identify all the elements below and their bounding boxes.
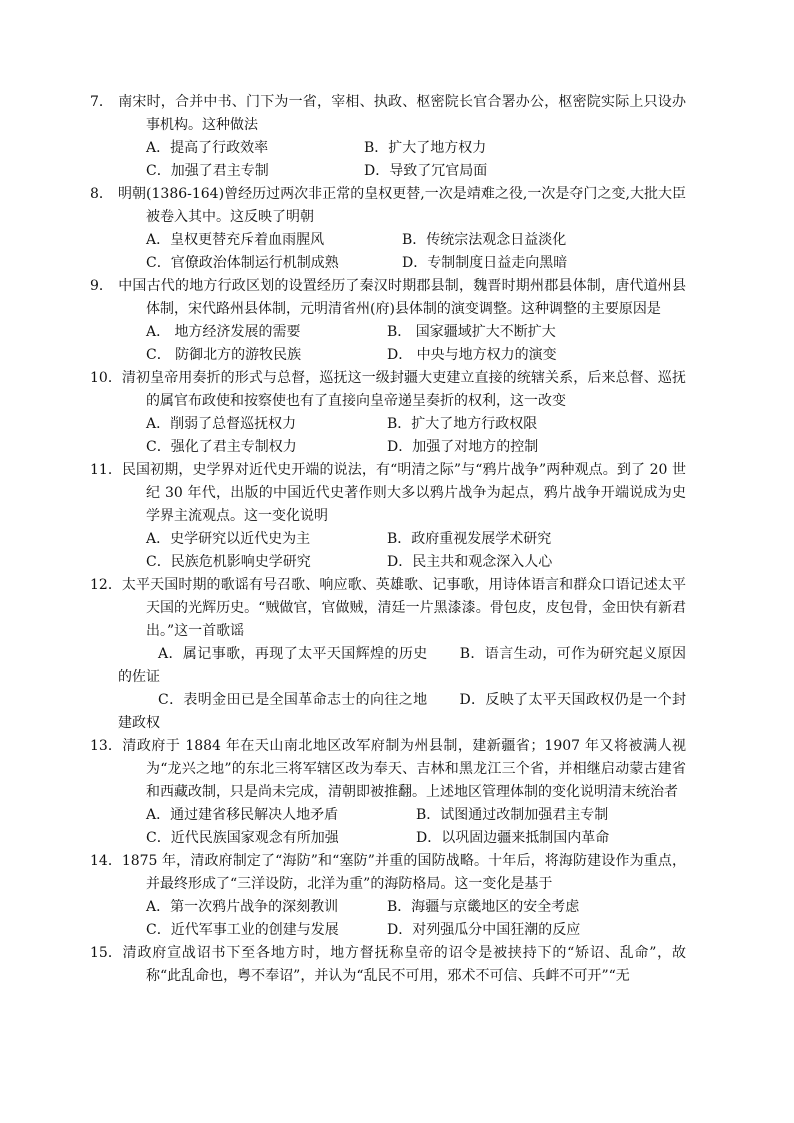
question-number: 13． xyxy=(90,738,122,754)
option-d[interactable]: D．对列强瓜分中国狂潮的反应 xyxy=(387,922,581,938)
option-c[interactable]: C．表明金田已是全国革命志士的向往之地 xyxy=(158,692,428,708)
question-15 xyxy=(90,942,686,988)
question-number: 14． xyxy=(90,853,122,869)
option-c[interactable]: C．官僚政治体制运行机制成熟 xyxy=(146,255,339,271)
options xyxy=(118,689,686,735)
option-b[interactable]: B．语言生动，可作为研究起义原因的佐证 xyxy=(118,646,687,685)
option-b[interactable]: B．政府重视发展学术研究 xyxy=(387,531,552,547)
option-d[interactable]: D．专制制度日益走向黑暗 xyxy=(402,255,568,271)
question-8: 8． 明朝(1386-164)曾经历过两次非正常的皇权更替,一次是靖难之役,一次是夺门之变,大批大臣被卷入其中。这反映了明朝 A．皇权更替充斥着血雨腥风 B．传统宗法观念日益淡化 C．官僚政治体制运行机制成熟 D．专制制度日益走向黑暗 xyxy=(118,183,686,275)
option-b[interactable]: B．海疆与京畿地区的安全考虑 xyxy=(387,899,580,915)
option-a[interactable]: A．属记事歌，再现了太平天国辉煌的历史 xyxy=(158,646,428,662)
question-number: 12． xyxy=(90,577,122,593)
question-number: 11． xyxy=(90,462,122,478)
option-a[interactable]: A．削弱了总督巡抚权力 xyxy=(146,416,297,432)
option-c[interactable]: C．强化了君主专制权力 xyxy=(146,439,297,455)
question-stem: 清政府宣战诏书下至各地方时，地方督抚称皇帝的诏令是被挟持下的“矫诏、乱命”，故称“此乱命也，粤不奉诏”，并认为“乱民不可用，邪术不可信、兵衅不可开”“无 xyxy=(121,945,686,984)
options xyxy=(118,229,686,275)
question-stem: 明朝(1386-164)曾经历过两次非正常的皇权更替,一次是靖难之役,一次是夺门之变,大批大臣被卷入其中。这反映了明朝 xyxy=(118,186,686,225)
question-11 xyxy=(90,459,686,574)
question-14 xyxy=(90,850,686,942)
option-d[interactable]: D．民主共和观念深入人心 xyxy=(387,554,553,570)
question-number: 15． xyxy=(90,945,122,961)
question-7: 7． 南宋时，合并中书、门下为一省，宰相、执政、枢密院长官合署办公，枢密院实际上只设办事机构。这种做法 A．提高了行政效率 B．扩大了地方权力 C．加强了君主专制 D．导致了冗官局面 xyxy=(118,91,686,183)
exam-page xyxy=(90,91,687,988)
question-stem: 民国初期，史学界对近代史开端的说法，有“明清之际”与“鸦片战争”两种观点。到了 20 世纪 30 年代，出版的中国近代史著作则大多以鸦片战争为起点，鸦片战争开端说成为史学界主流观点。这一变化说明 xyxy=(121,462,686,524)
options xyxy=(118,804,686,850)
option-c[interactable]: C． 防御北方的游牧民族 xyxy=(146,347,302,363)
option-d[interactable]: D．加强了对地方的控制 xyxy=(387,439,539,455)
option-b[interactable]: B．传统宗法观念日益淡化 xyxy=(402,232,567,248)
option-a[interactable]: A． 地方经济发展的需要 xyxy=(146,324,301,340)
question-10 xyxy=(90,367,686,459)
option-a[interactable]: A．通过建省移民解决人地矛盾 xyxy=(146,807,339,823)
question-12 xyxy=(90,574,687,735)
question-9: 9． 中国古代的地方行政区划的设置经历了秦汉时期郡县制，魏晋时期州郡县体制，唐代道州县体制，宋代路州县体制，元明清省州(府)县体制的演变调整。这种调整的主要原因是 A． 地方经济发展的需要 B． 国家疆域扩大不断扩大 C． 防御北方的游牧民族 D． 中央与地方权力的演变 xyxy=(118,275,686,367)
question-stem: 南宋时，合并中书、门下为一省，宰相、执政、枢密院长官合署办公，枢密院实际上只设办事机构。这种做法 xyxy=(118,94,686,133)
option-c[interactable]: C．民族危机影响史学研究 xyxy=(146,554,311,570)
question-stem: 中国古代的地方行政区划的设置经历了秦汉时期郡县制，魏晋时期州郡县体制，唐代道州县体制，宋代路州县体制，元明清省州(府)县体制的演变调整。这种调整的主要原因是 xyxy=(118,278,686,317)
question-13 xyxy=(90,735,686,850)
option-b[interactable]: B．扩大了地方权力 xyxy=(364,140,487,156)
option-c[interactable]: C．近代军事工业的创建与发展 xyxy=(146,922,339,938)
option-c[interactable]: C．近代民族国家观念有所加强 xyxy=(146,830,339,846)
option-d[interactable]: D．反映了太平天国政权仍是一个封建政权 xyxy=(118,692,686,731)
option-c[interactable]: C．加强了君主专制 xyxy=(146,163,269,179)
option-b[interactable]: B．试图通过改制加强君主专制 xyxy=(416,807,609,823)
option-d[interactable]: D．导致了冗官局面 xyxy=(364,163,488,179)
option-d[interactable]: D． 中央与地方权力的演变 xyxy=(387,347,557,363)
option-d[interactable]: D．以巩固边疆来抵制国内革命 xyxy=(416,830,610,846)
question-number: 10． xyxy=(90,370,122,386)
options xyxy=(118,896,686,942)
options xyxy=(118,528,686,574)
question-stem: 清初皇帝用奏折的形式与总督，巡抚这一级封疆大吏建立直接的统辖关系，后来总督、巡抚的属官布政使和按察使也有了直接向皇帝递呈奏折的权利，这一改变 xyxy=(121,370,686,409)
option-a[interactable]: A．提高了行政效率 xyxy=(146,140,269,156)
question-stem: 1875 年，清政府制定了“海防”和“塞防”并重的国防战略。十年后，将海防建设作为重点，并最终形成了“三洋设防，北洋为重”的海防格局。这一变化是基于 xyxy=(121,853,686,892)
question-stem: 清政府于 1884 年在天山南北地区改军府制为州县制，建新疆省；1907 年又将被满人视为“龙兴之地”的东北三将军辖区改为奉天、吉林和黑龙江三个省，并相继启动蒙古建省和西藏改制，只是尚未完成，清朝即被推翻。上述地区管理体制的变化说明清末统治者 xyxy=(121,738,686,800)
options xyxy=(118,643,686,689)
options xyxy=(118,137,686,183)
options xyxy=(118,321,686,367)
options xyxy=(118,413,686,459)
option-b[interactable]: B．扩大了地方行政权限 xyxy=(387,416,538,432)
option-b[interactable]: B． 国家疆域扩大不断扩大 xyxy=(387,324,556,340)
option-a[interactable]: A．皇权更替充斥着血雨腥风 xyxy=(146,232,325,248)
option-a[interactable]: A．第一次鸦片战争的深刻教训 xyxy=(146,899,339,915)
option-a[interactable]: A．史学研究以近代史为主 xyxy=(146,531,311,547)
question-stem: 太平天国时期的歌谣有号召歌、响应歌、英雄歌、记事歌，用诗体语言和群众口语记述太平天国的光辉历史。“贼做官，官做贼，清廷一片黑漆漆。骨包皮，皮包骨，金田快有新君出。”这一首歌谣 xyxy=(121,577,686,639)
